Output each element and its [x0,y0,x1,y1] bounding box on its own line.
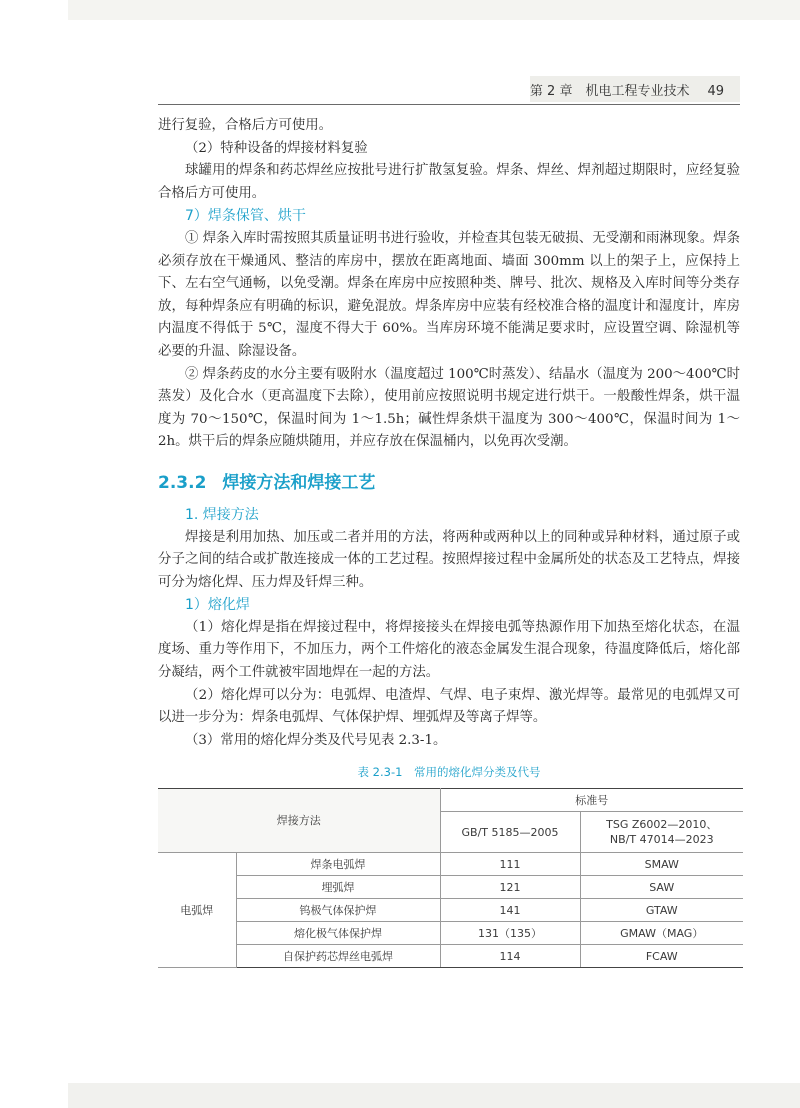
paragraph: 球罐用的焊条和药芯焊丝应按批号进行扩散氢复验。焊条、焊丝、焊剂超过期限时，应经复验合格后方可使用。 [158,163,740,201]
table-row [158,876,743,899]
table-row [158,899,743,922]
method-cell: 钨极气体保护焊 [236,899,440,922]
page-body [158,115,740,968]
paragraph: 进行复验，合格后方可使用。 [158,118,333,133]
welding-code-table [158,788,743,968]
gb-code-cell: 114 [440,945,580,968]
header-tsg-line2: NB/T 47014—2023 [609,833,714,847]
method-cell: 自保护药芯焊丝电弧焊 [236,945,440,968]
subheading: 1）熔化焊 [185,597,250,614]
gb-code-cell: 111 [440,853,580,876]
paragraph: （3）常用的熔化焊分类及代号见表 2.3-1。 [185,732,447,748]
section-title: 焊接方法和焊接工艺 [222,472,376,493]
group-cell: 电弧焊 [158,853,236,968]
page-number: 49 [707,84,724,99]
table-row [158,922,743,945]
paragraph: 焊接是利用加热、加压或二者并用的方法，将两种或两种以上的同种或异种材料，通过原子或分子之间的结合或扩散连接成一体的工艺过程。按照焊接过程中金属所处的状态及工艺特点，焊接可分为熔化焊、压力焊及钎焊三种。 [158,529,740,590]
tsg-code-cell: GMAW（MAG） [580,922,743,945]
subheading: 1. 焊接方法 [185,506,259,523]
header-rule [158,104,740,105]
gb-code-cell: 131（135） [440,922,580,945]
paragraph: ① 焊条入库时需按照其质量证明书进行验收，并检查其包装无破损、无受潮和雨淋现象。焊条必须存放在干燥通风、整洁的库房中，摆放在距离地面、墙面 300mm 以上的架子上，应保持上下、左右空气通畅，以免受潮。焊条在库房中应按照种类、牌号、批次、规格及入库时间等分类存放，每种焊条应有明确的标识，避免混放。焊条库房中应装有经校准合格的温度计和湿度计，库房内温度不得低于 5℃，湿度不得大于 60%。当库房环境不能满足要求时，应设置空调、除湿机等必要的升温、除湿设备。 [158,230,740,359]
header-method: 焊接方法 [158,789,440,853]
scan-bottom-margin [68,1083,800,1108]
table-row [158,945,743,968]
method-cell: 熔化极气体保护焊 [236,922,440,945]
header-standard: 标准号 [440,789,743,812]
tsg-code-cell: SMAW [580,853,743,876]
header-tsg [580,812,743,853]
tsg-code-cell: SAW [580,876,743,899]
section-heading [158,470,740,496]
subheading: 7）焊条保管、烘干 [185,208,306,225]
paragraph: （2）熔化焊可以分为：电弧焊、电渣焊、气焊、电子束焊、激光焊等。最常见的电弧焊又可以进一步分为：焊条电弧焊、气体保护焊、埋弧焊及等离子焊等。 [158,687,740,726]
paragraph: （2）特种设备的焊接材料复验 [185,140,368,156]
method-cell: 焊条电弧焊 [236,853,440,876]
header-gb: GB/T 5185—2005 [440,812,580,853]
table-row [158,853,743,876]
header-tsg-line1: TSG Z6002—2010、 [606,818,718,832]
chapter-title: 第 2 章 机电工程专业技术 [529,84,690,99]
gb-code-cell: 121 [440,876,580,899]
tsg-code-cell: GTAW [580,899,743,922]
paragraph: （1）熔化焊是指在焊接过程中，将焊接接头在焊接电弧等热源作用下加热至熔化状态，在温度场、重力等作用下，不加压力，两个工件熔化的液态金属发生混合现象，待温度降低后，熔化部分凝结，两个工件就被牢固地焊在一起的方法。 [158,619,740,681]
scan-top-margin [68,0,800,20]
paragraph: ② 焊条药皮的水分主要有吸附水（温度超过 100℃时蒸发）、结晶水（温度为 200～400℃时蒸发）及化合水（更高温度下去除），使用前应按照说明书规定进行烘干。一般酸性焊条，烘干温度为 70～150℃，保温时间为 1～1.5h；碱性焊条烘干温度为 300～400℃，保温时间为 1～2h。烘干后的焊条应随烘随用，并应存放在保温桶内，以免再次受潮。 [158,366,740,450]
gb-code-cell: 141 [440,899,580,922]
table-caption: 表 2.3-1 常用的熔化焊分类及代号 [357,765,541,780]
method-cell: 埋弧焊 [236,876,440,899]
tsg-code-cell: FCAW [580,945,743,968]
section-number: 2.3.2 [158,472,207,493]
table-header-row [158,789,743,812]
running-header [530,80,724,99]
